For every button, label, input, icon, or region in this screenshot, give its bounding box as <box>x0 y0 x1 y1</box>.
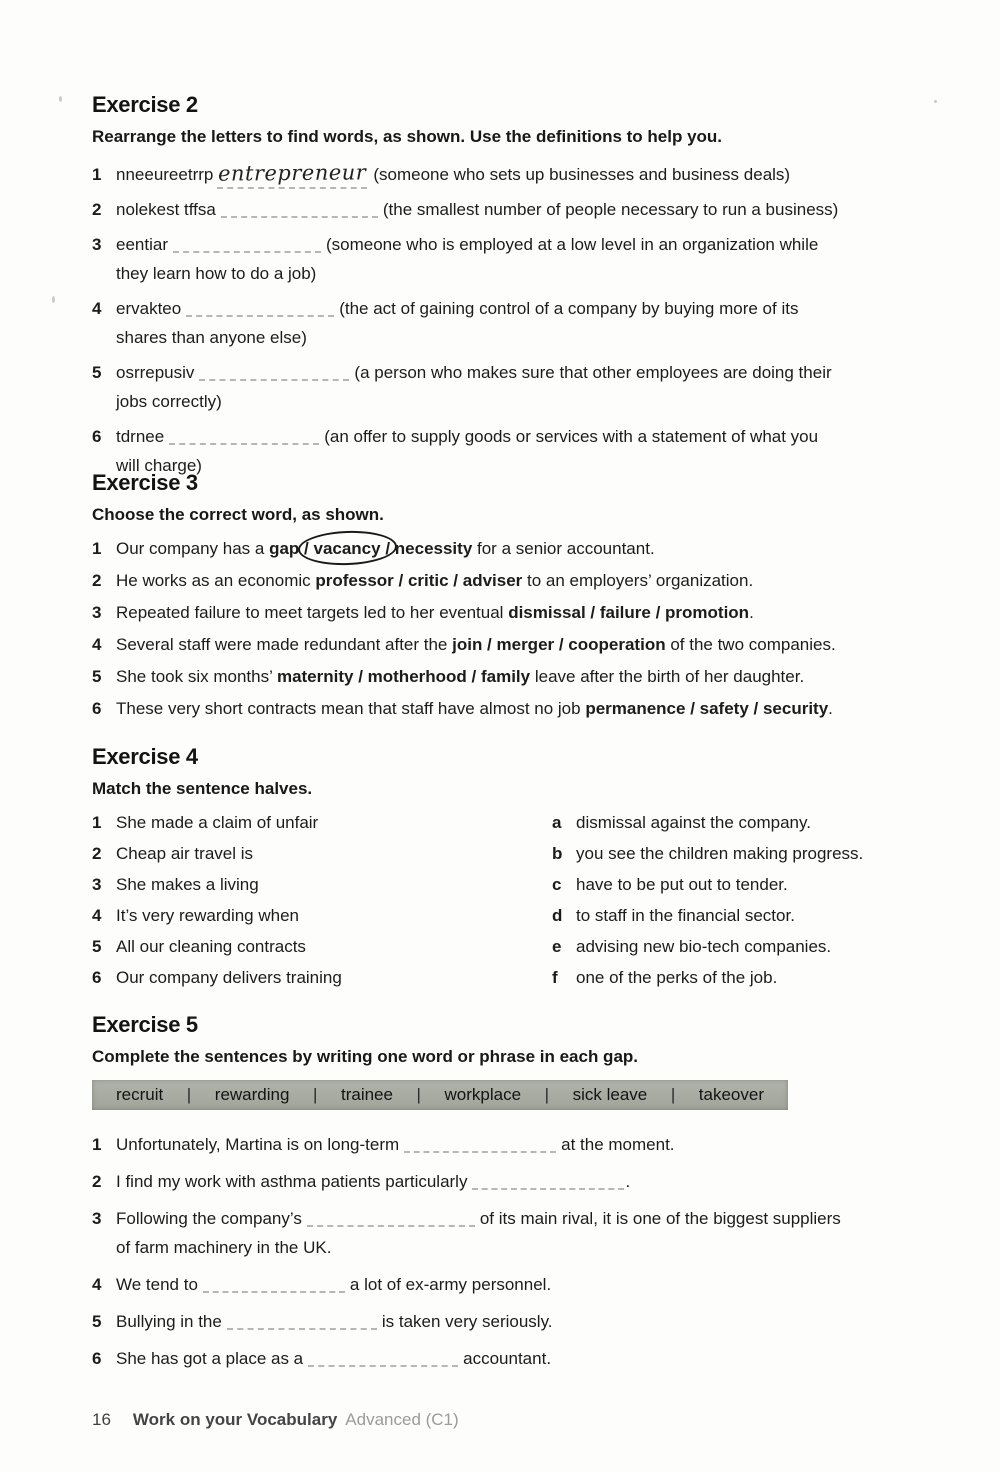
definition-text-line2: shares than anyone else) <box>116 328 307 347</box>
sentence-text: He works as an economic <box>116 571 316 590</box>
word-bank-word: recruit <box>116 1085 164 1104</box>
sentence-half-text: dismissal against the company. <box>576 813 811 832</box>
item-letter: e <box>552 937 562 956</box>
word-bank-word: sick leave <box>572 1085 648 1104</box>
item-number: 4 <box>92 635 102 654</box>
sentence-half-text: Our company delivers training <box>116 968 342 987</box>
exercise-5-item <box>92 1167 918 1196</box>
exercise-2-item <box>92 195 918 224</box>
option-words: gap / <box>269 539 309 558</box>
option-words: professor / critic / adviser <box>315 571 523 590</box>
book-level: Advanced (C1) <box>345 1410 459 1429</box>
exercise-3-section <box>92 470 918 730</box>
match-right-item <box>552 967 918 989</box>
exercise-4-section <box>92 744 918 998</box>
word-bank-separator: | <box>670 1085 676 1104</box>
sentence-after-gap: accountant. <box>463 1349 552 1368</box>
sentence-half-text: have to be put out to tender. <box>576 875 788 894</box>
scrambled-letters: ervakteo <box>116 299 182 318</box>
handwritten-answer: entrepreneur <box>218 160 367 186</box>
item-number: 4 <box>92 299 102 318</box>
match-left-item <box>92 905 552 927</box>
item-letter: f <box>552 968 558 987</box>
scrambled-letters: nneeureetrrp <box>116 165 214 184</box>
exercise-3-title: Exercise 3 <box>92 470 198 495</box>
match-right-item <box>552 905 918 927</box>
exercise-4-match-grid <box>92 812 918 998</box>
item-number: 4 <box>92 906 102 925</box>
item-number: 6 <box>92 968 102 987</box>
sentence-text: leave after the birth of her daughter. <box>530 667 805 686</box>
exercise-3-item <box>92 570 918 592</box>
exercise-5-item <box>92 1344 918 1373</box>
sentence-after-gap: at the moment. <box>561 1135 675 1154</box>
definition-text: (someone who sets up businesses and business deals) <box>373 165 791 184</box>
exercise-3-instruction: Choose the correct word, as shown. <box>92 505 384 524</box>
item-number: 1 <box>92 813 102 832</box>
circled-answer: vacancy <box>313 539 381 558</box>
definition-text: (the act of gaining control of a company by buying more of its <box>339 299 799 318</box>
item-number: 1 <box>92 539 102 558</box>
sentence-text: to an employers’ organization. <box>522 571 754 590</box>
item-number: 5 <box>92 937 102 956</box>
definition-text-line2: they learn how to do a job) <box>116 264 317 283</box>
exercise-5-item <box>92 1130 918 1159</box>
match-left-item <box>92 967 552 989</box>
sentence-text: These very short contracts mean that staff have almost no job <box>116 699 586 718</box>
word-bank-word: trainee <box>340 1085 393 1104</box>
sentence-before-gap: Unfortunately, Martina is on long-term <box>116 1135 400 1154</box>
sentence-text: for a senior accountant. <box>472 539 655 558</box>
exercise-5-item <box>92 1270 918 1299</box>
sentence-text: . <box>749 603 754 622</box>
exercise-5-item-list <box>92 1130 918 1373</box>
sentence-half-text: She makes a living <box>116 875 259 894</box>
sentence-half-text: to staff in the financial sector. <box>576 906 795 925</box>
item-letter: b <box>552 844 563 863</box>
item-number: 2 <box>92 571 102 590</box>
answer-gap-line <box>472 1174 624 1190</box>
sentence-text: . <box>828 699 833 718</box>
item-number: 5 <box>92 667 102 686</box>
answer-slot <box>217 161 367 189</box>
answer-gap-line <box>308 1351 458 1367</box>
item-letter: a <box>552 813 562 832</box>
match-right-item <box>552 812 918 834</box>
sentence-after-gap: of its main rival, it is one of the biggest suppliers <box>479 1209 841 1228</box>
exercise-4-instruction: Match the sentence halves. <box>92 779 313 798</box>
exercise-3-item <box>92 666 918 688</box>
item-number: 2 <box>92 844 102 863</box>
match-left-item <box>92 843 552 865</box>
exercise-5-item <box>92 1204 918 1262</box>
word-bank-separator: | <box>416 1085 421 1104</box>
sentence-before-gap: We tend to <box>116 1275 198 1294</box>
book-title: Work on your Vocabulary <box>132 1410 338 1429</box>
scan-speck <box>934 100 937 103</box>
exercise-3-item <box>92 634 918 656</box>
sentence-half-text: All our cleaning contracts <box>116 937 306 956</box>
option-words: / necessity <box>380 539 473 558</box>
sentence-text: of the two companies. <box>665 635 836 654</box>
exercise-2-item-list <box>92 160 918 480</box>
item-number: 1 <box>92 165 102 184</box>
sentence-after-gap: a lot of ex-army personnel. <box>349 1275 552 1294</box>
sentence-line2: of farm machinery in the UK. <box>116 1238 332 1257</box>
answer-gap-line <box>203 1277 345 1293</box>
exercise-3-item <box>92 698 918 720</box>
option-words: dismissal / failure / promotion <box>508 603 750 622</box>
word-bank-separator: | <box>186 1085 192 1104</box>
exercise-2-section <box>92 92 918 486</box>
answer-gap-line <box>173 237 321 253</box>
item-number: 6 <box>92 699 102 718</box>
word-bank <box>92 1080 788 1110</box>
word-bank-word: takeover <box>698 1085 764 1104</box>
item-number: 5 <box>92 1312 102 1331</box>
item-number: 5 <box>92 363 102 382</box>
sentence-text: Several staff were made redundant after the <box>116 635 453 654</box>
answer-gap-line <box>221 202 378 218</box>
scan-speck <box>59 96 62 102</box>
match-left-item <box>92 936 552 958</box>
item-number: 3 <box>92 1209 102 1228</box>
word-bank-word: rewarding <box>214 1085 290 1104</box>
item-number: 3 <box>92 235 102 254</box>
option-words: join / merger / cooperation <box>452 635 666 654</box>
sentence-half-text: Cheap air travel is <box>116 844 254 863</box>
item-number: 1 <box>92 1135 102 1154</box>
scrambled-letters: nolekest tffsa <box>116 200 216 219</box>
scan-speck <box>52 296 55 303</box>
match-left-item <box>92 812 552 834</box>
definition-text: (someone who is employed at a low level in an organization while <box>325 235 819 254</box>
answer-gap-line <box>307 1211 475 1227</box>
sentence-before-gap: I find my work with asthma patients particularly <box>116 1172 468 1191</box>
exercise-2-item <box>92 358 918 416</box>
item-number: 6 <box>92 427 102 446</box>
page-footer <box>92 1410 459 1430</box>
definition-text: (a person who makes sure that other employees are doing their <box>354 363 832 382</box>
answer-gap-line <box>227 1314 377 1330</box>
item-letter: d <box>552 906 563 925</box>
sentence-half-text: advising new bio-tech companies. <box>576 937 832 956</box>
definition-text: (an offer to supply goods or services with a statement of what you <box>324 427 819 446</box>
exercise-3-item <box>92 538 918 560</box>
exercise-3-item-list <box>92 538 918 720</box>
sentence-after-gap: . <box>625 1172 631 1191</box>
exercise-2-item <box>92 230 918 288</box>
item-number: 4 <box>92 1275 102 1294</box>
word-bank-separator: | <box>544 1085 550 1104</box>
sentence-after-gap: is taken very seriously. <box>381 1312 553 1331</box>
answer-gap-line <box>199 365 349 381</box>
definition-text: (the smallest number of people necessary to run a business) <box>382 200 839 219</box>
item-number: 6 <box>92 1349 102 1368</box>
answer-gap-line <box>186 301 334 317</box>
exercise-4-title: Exercise 4 <box>92 744 198 769</box>
sentence-before-gap: Bullying in the <box>116 1312 222 1331</box>
match-right-item <box>552 936 918 958</box>
item-number: 2 <box>92 200 102 219</box>
exercise-5-title: Exercise 5 <box>92 1012 198 1037</box>
match-right-item <box>552 874 918 896</box>
match-right-item <box>552 843 918 865</box>
sentence-half-text: It’s very rewarding when <box>116 906 299 925</box>
exercise-2-item <box>92 294 918 352</box>
sentence-before-gap: She has got a place as a <box>116 1349 304 1368</box>
sentence-before-gap: Following the company’s <box>116 1209 302 1228</box>
item-number: 3 <box>92 603 102 622</box>
sentence-text: Repeated failure to meet targets led to her eventual <box>116 603 509 622</box>
exercise-5-item <box>92 1307 918 1336</box>
exercise-3-item <box>92 602 918 624</box>
definition-text-line2: jobs correctly) <box>116 392 222 411</box>
option-words: maternity / motherhood / family <box>276 667 531 686</box>
sentence-half-text: one of the perks of the job. <box>576 968 778 987</box>
scrambled-letters: osrrepusiv <box>116 363 195 382</box>
word-bank-word: workplace <box>444 1085 522 1104</box>
exercise-5-section <box>92 1012 918 1381</box>
exercise-5-instruction: Complete the sentences by writing one word or phrase in each gap. <box>92 1047 639 1066</box>
scrambled-letters: eentiar <box>116 235 168 254</box>
word-bank-separator: | <box>313 1085 318 1104</box>
page-number: 16 <box>92 1410 111 1429</box>
answer-gap-line <box>169 429 319 445</box>
answer-gap-line <box>404 1137 556 1153</box>
exercise-2-instruction: Rearrange the letters to find words, as shown. Use the definitions to help you. <box>92 127 723 146</box>
sentence-text: She took six months’ <box>116 667 277 686</box>
item-number: 2 <box>92 1172 102 1191</box>
sentence-text: Our company has a <box>116 539 270 558</box>
definition-text-line2: will charge) <box>116 456 202 475</box>
exercise-2-title: Exercise 2 <box>92 92 198 117</box>
sentence-half-text: you see the children making progress. <box>576 844 864 863</box>
sentence-half-text: She made a claim of unfair <box>116 813 319 832</box>
item-number: 3 <box>92 875 102 894</box>
exercise-2-item <box>92 160 918 189</box>
scrambled-letters: tdrnee <box>116 427 165 446</box>
option-words: permanence / safety / security <box>585 699 829 718</box>
item-letter: c <box>552 875 562 894</box>
match-left-item <box>92 874 552 896</box>
